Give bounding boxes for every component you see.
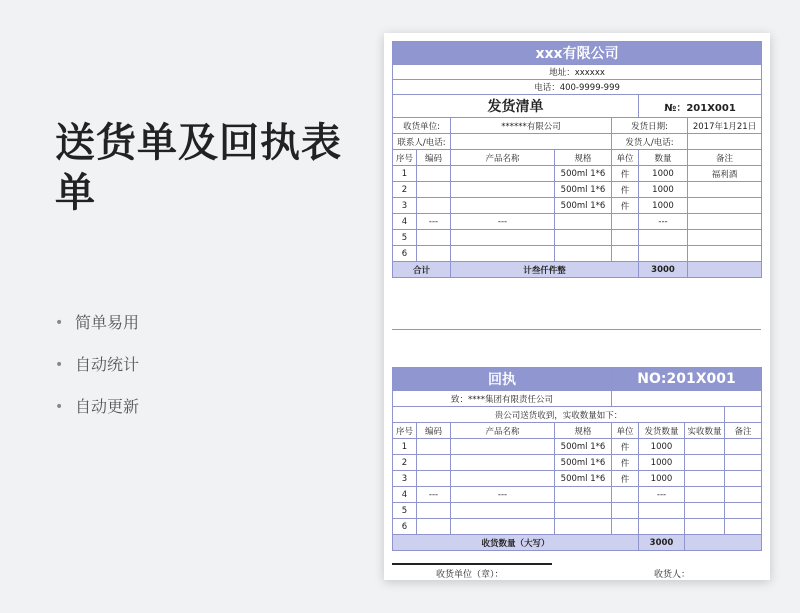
table-cell <box>639 246 688 262</box>
table-cell <box>555 503 612 519</box>
column-header: 数量 <box>639 150 688 166</box>
table-cell <box>612 214 639 230</box>
table-row <box>393 455 762 471</box>
bullet-icon: • <box>55 357 64 373</box>
table-cell: --- <box>639 214 688 230</box>
table-header-row <box>393 150 762 166</box>
column-header: 产品名称 <box>451 423 555 439</box>
table-cell <box>451 230 555 246</box>
column-header: 单位 <box>612 150 639 166</box>
total-note <box>688 262 762 278</box>
sign-left-label: 收货单位（章）： <box>436 570 504 580</box>
table-cell <box>685 455 725 471</box>
table-cell <box>417 439 451 455</box>
table-cell <box>725 455 762 471</box>
contact-value <box>451 134 612 150</box>
column-header: 规格 <box>555 423 612 439</box>
column-header: 发货数量 <box>639 423 685 439</box>
column-header: 实收数量 <box>685 423 725 439</box>
receiver-value: ******有限公司 <box>451 118 612 134</box>
feature-item <box>55 312 139 354</box>
table-cell: 3 <box>393 198 417 214</box>
column-header: 产品名称 <box>451 150 555 166</box>
table-cell: 4 <box>393 487 417 503</box>
table-header-row <box>393 423 762 439</box>
column-header: 备注 <box>688 150 762 166</box>
table-cell: --- <box>639 487 685 503</box>
table-cell <box>417 455 451 471</box>
table-cell <box>417 246 451 262</box>
table-cell <box>612 230 639 246</box>
feature-list <box>55 312 139 438</box>
shipper-value <box>688 134 762 150</box>
column-header: 序号 <box>393 150 417 166</box>
table-cell <box>417 198 451 214</box>
receipt-total-blank <box>685 535 762 551</box>
sign-right-label: 收货人： <box>654 570 691 580</box>
table-cell <box>555 519 612 535</box>
table-cell <box>451 439 555 455</box>
table-cell <box>417 503 451 519</box>
table-cell <box>688 230 762 246</box>
receipt-table <box>392 367 762 551</box>
company-name: xxx有限公司 <box>393 42 762 65</box>
table-cell <box>417 166 451 182</box>
column-header: 序号 <box>393 423 417 439</box>
table-cell: --- <box>417 214 451 230</box>
table-row <box>393 230 762 246</box>
table-cell: 件 <box>612 455 639 471</box>
contact-label: 联系人/电话: <box>393 134 451 150</box>
table-cell <box>725 503 762 519</box>
table-cell <box>685 519 725 535</box>
table-cell: 1 <box>393 166 417 182</box>
section-divider <box>392 329 761 330</box>
table-cell: --- <box>417 487 451 503</box>
table-cell <box>688 182 762 198</box>
table-cell: 件 <box>612 439 639 455</box>
column-header: 规格 <box>555 150 612 166</box>
table-cell <box>555 214 612 230</box>
delivery-table <box>392 41 762 278</box>
table-cell: 1000 <box>639 471 685 487</box>
table-cell <box>555 230 612 246</box>
table-cell <box>725 487 762 503</box>
table-cell <box>417 230 451 246</box>
table-cell: 件 <box>612 198 639 214</box>
table-cell <box>451 246 555 262</box>
table-cell <box>639 519 685 535</box>
table-cell <box>725 519 762 535</box>
receipt-to-blank <box>612 391 762 407</box>
table-row <box>393 487 762 503</box>
table-row <box>393 439 762 455</box>
table-cell: 1000 <box>639 182 688 198</box>
total-value: 3000 <box>639 262 688 278</box>
feature-item <box>55 396 139 438</box>
table-cell: 件 <box>612 471 639 487</box>
table-row <box>393 519 762 535</box>
table-cell: 500ml 1*6 <box>555 182 612 198</box>
receipt-title: 回执 <box>393 368 612 391</box>
table-cell: 500ml 1*6 <box>555 439 612 455</box>
column-header: 备注 <box>725 423 762 439</box>
bullet-icon: • <box>55 399 64 415</box>
table-cell: 1000 <box>639 455 685 471</box>
table-cell <box>417 471 451 487</box>
table-cell: 件 <box>612 166 639 182</box>
signature-line <box>392 563 552 565</box>
company-address: 地址：xxxxxx <box>393 65 762 80</box>
table-cell <box>451 519 555 535</box>
table-cell <box>639 230 688 246</box>
table-cell: 件 <box>612 182 639 198</box>
headline: 送货单及回执表单 <box>55 120 342 216</box>
table-cell <box>451 455 555 471</box>
table-cell <box>451 182 555 198</box>
table-cell <box>612 503 639 519</box>
column-header: 编码 <box>417 423 451 439</box>
receipt-note-blank <box>725 407 762 423</box>
table-cell: --- <box>451 487 555 503</box>
table-cell: 2 <box>393 182 417 198</box>
table-cell: 500ml 1*6 <box>555 471 612 487</box>
table-cell: 5 <box>393 503 417 519</box>
table-cell <box>555 246 612 262</box>
signature-area <box>392 563 761 580</box>
table-cell: 福利酒 <box>688 166 762 182</box>
table-cell <box>612 519 639 535</box>
table-cell <box>451 166 555 182</box>
table-row <box>393 166 762 182</box>
table-cell <box>688 198 762 214</box>
receipt-total-value: 3000 <box>639 535 685 551</box>
table-cell: 500ml 1*6 <box>555 198 612 214</box>
receipt-to: 致：****集团有限责任公司 <box>393 391 612 407</box>
table-cell <box>685 439 725 455</box>
table-cell <box>685 487 725 503</box>
column-header: 单位 <box>612 423 639 439</box>
delivery-number: №：201X001 <box>639 95 762 118</box>
table-cell <box>725 439 762 455</box>
table-cell: --- <box>451 214 555 230</box>
feature-label: 简单易用 <box>75 313 140 332</box>
table-cell: 1000 <box>639 439 685 455</box>
table-cell <box>685 471 725 487</box>
receipt-number: NO:201X001 <box>612 368 762 391</box>
table-row <box>393 246 762 262</box>
table-row <box>393 503 762 519</box>
table-cell <box>639 503 685 519</box>
table-cell: 500ml 1*6 <box>555 455 612 471</box>
receiver-label: 收货单位: <box>393 118 451 134</box>
table-cell <box>417 519 451 535</box>
shipper-label: 发货人/电话: <box>612 134 688 150</box>
column-header: 编码 <box>417 150 451 166</box>
bullet-icon: • <box>55 315 64 331</box>
table-cell <box>688 214 762 230</box>
table-cell: 5 <box>393 230 417 246</box>
table-cell: 4 <box>393 214 417 230</box>
table-cell <box>688 246 762 262</box>
delivery-title: 发货清单 <box>393 95 639 118</box>
table-cell: 6 <box>393 246 417 262</box>
table-row <box>393 182 762 198</box>
table-cell: 3 <box>393 471 417 487</box>
table-cell <box>555 487 612 503</box>
table-cell <box>612 487 639 503</box>
table-cell: 2 <box>393 455 417 471</box>
company-phone: 电话：400-9999-999 <box>393 80 762 95</box>
table-cell <box>685 503 725 519</box>
table-cell: 1 <box>393 439 417 455</box>
table-cell: 6 <box>393 519 417 535</box>
receipt-note: 贵公司送货收到，实收数量如下： <box>393 407 725 423</box>
date-label: 发货日期: <box>612 118 688 134</box>
table-cell: 500ml 1*6 <box>555 166 612 182</box>
table-row <box>393 198 762 214</box>
date-value: 2017年1月21日 <box>688 118 762 134</box>
feature-label: 自动更新 <box>75 397 140 416</box>
table-cell <box>417 182 451 198</box>
table-cell <box>451 503 555 519</box>
total-in-words: 计叁仟件整 <box>451 262 639 278</box>
table-cell <box>725 471 762 487</box>
feature-item <box>55 354 139 396</box>
feature-label: 自动统计 <box>75 355 140 374</box>
total-label: 合计 <box>393 262 451 278</box>
table-row <box>393 214 762 230</box>
receipt-total-label: 收货数量（大写） <box>393 535 639 551</box>
table-cell <box>451 471 555 487</box>
table-cell <box>612 246 639 262</box>
table-cell: 1000 <box>639 198 688 214</box>
document-preview <box>384 33 770 580</box>
table-cell <box>451 198 555 214</box>
table-cell: 1000 <box>639 166 688 182</box>
table-row <box>393 471 762 487</box>
